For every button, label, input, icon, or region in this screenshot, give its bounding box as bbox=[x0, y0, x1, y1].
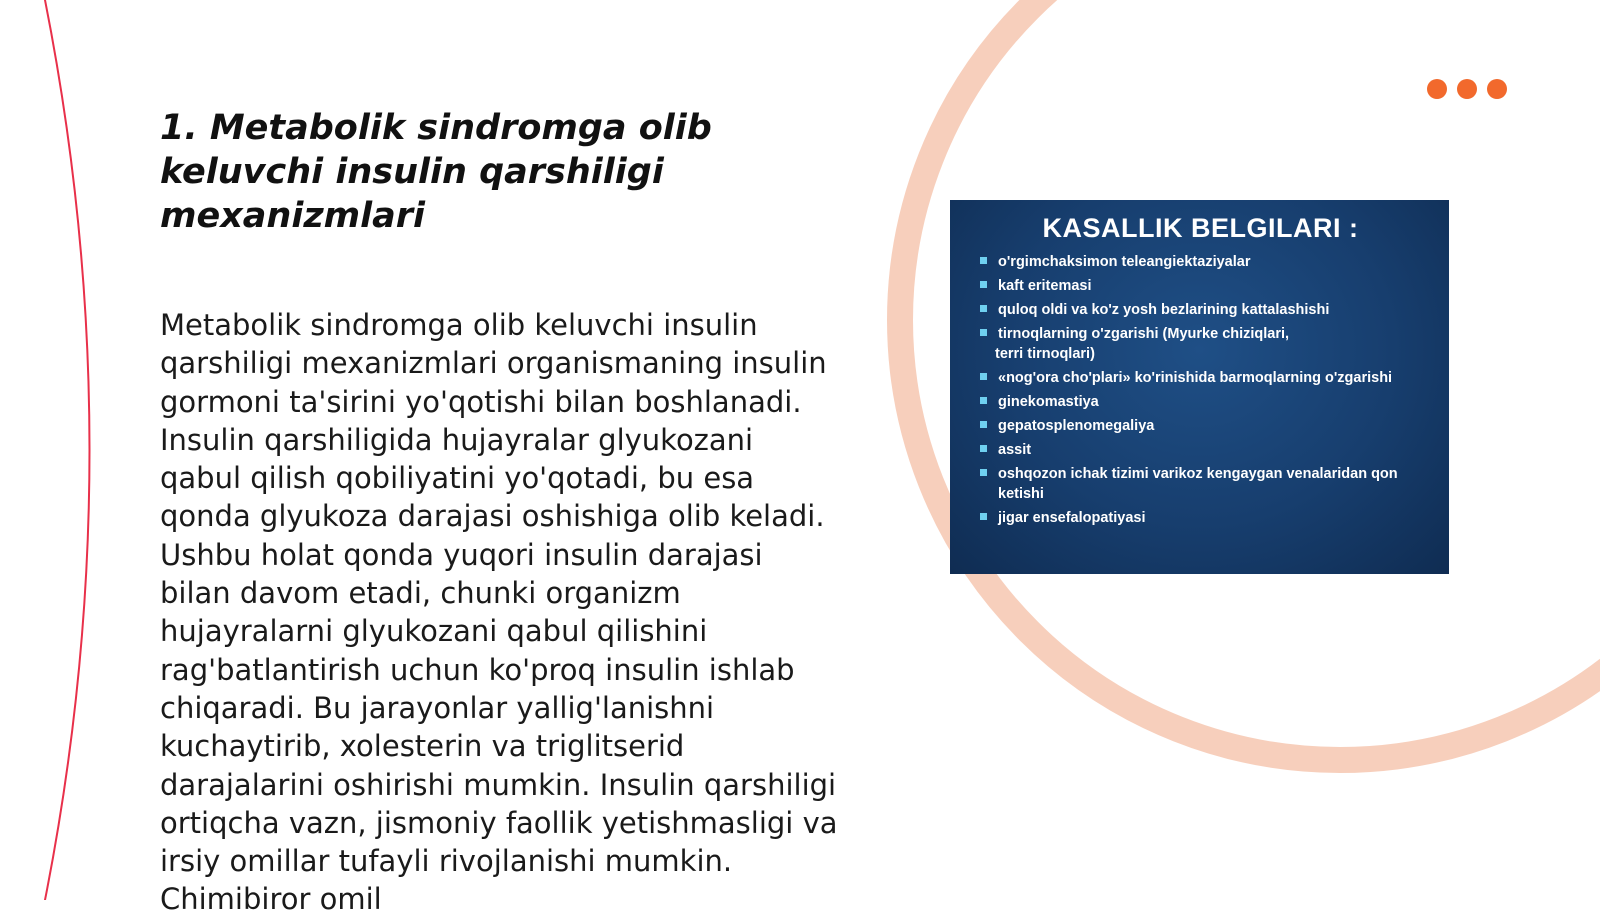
square-bullet-icon bbox=[980, 513, 987, 520]
symptoms-panel-image bbox=[950, 200, 1449, 574]
square-bullet-icon bbox=[980, 469, 987, 476]
list-item bbox=[980, 300, 1421, 320]
dot-1 bbox=[1427, 79, 1447, 99]
symptoms-list bbox=[980, 252, 1421, 528]
list-item-text: assit bbox=[998, 442, 1032, 458]
left-curve-line bbox=[44, 0, 90, 900]
list-item bbox=[980, 464, 1421, 504]
square-bullet-icon bbox=[980, 373, 987, 380]
list-item-text: jigar ensefalopatiyasi bbox=[998, 510, 1146, 526]
square-bullet-icon bbox=[980, 421, 987, 428]
list-item bbox=[980, 252, 1421, 272]
list-item-text: oshqozon ichak tizimi varikoz kengaygan venalaridan qon ketishi bbox=[998, 466, 1398, 502]
square-bullet-icon bbox=[980, 305, 987, 312]
square-bullet-icon bbox=[980, 281, 987, 288]
dot-2 bbox=[1457, 79, 1477, 99]
list-item bbox=[980, 416, 1421, 436]
list-item-text: «nog'ora cho'plari» ko'rinishida barmoqlarning o'zgarishi bbox=[998, 370, 1393, 386]
list-item-text: ginekomastiya bbox=[998, 394, 1099, 410]
list-item-continuation: terri tirnoqlari) bbox=[995, 346, 1095, 362]
list-item bbox=[980, 324, 1421, 364]
list-item-text: kaft eritemasi bbox=[998, 278, 1092, 294]
list-item-text: tirnoqlarning o'zgarishi (Myurke chiziqlari, bbox=[998, 326, 1290, 342]
list-item bbox=[980, 440, 1421, 460]
list-item-text: gepatosplenomegaliya bbox=[998, 418, 1155, 434]
square-bullet-icon bbox=[980, 329, 987, 336]
list-item-text: quloq oldi va ko'z yosh bezlarining kattalashishi bbox=[998, 302, 1330, 318]
slide-body-text: Metabolik sindromga olib keluvchi insulin qarshiligi mexanizmlari organismaning insulin gormoni ta'sirini yo'qotishi bilan boshlanadi. Insulin qarshiligida hujayralar glyukozani qabul qilish qobiliyatini yo'qotadi, bu esa qonda glyukoza darajasi oshishiga olib keladi. Ushbu holat qonda yuqori insulin darajasi bilan davom etadi, chunki organizm hujayralarni glyukozani qabul qilishini rag'batlantirish uchun ko'proq insulin ishlab chiqaradi. Bu jarayonlar yallig'lanishni kuchaytirib, xolesterin va triglitserid darajalarini oshirishi mumkin. Insulin qarshiligi ortiqcha vazn, jismoniy faollik yetishmasligi va irsiy omillar tufayli rivojlanishi mumkin. Chimibiror omil bbox=[160, 308, 838, 917]
list-item bbox=[980, 508, 1421, 528]
slide-title: 1. Metabolik sindromga olib keluvchi insulin qarshiligi mexanizmlari bbox=[160, 108, 712, 236]
list-item bbox=[980, 392, 1421, 412]
square-bullet-icon bbox=[980, 257, 987, 264]
square-bullet-icon bbox=[980, 445, 987, 452]
square-bullet-icon bbox=[980, 397, 987, 404]
list-item bbox=[980, 276, 1421, 296]
list-item-text: o'rgimchaksimon teleangiektaziyalar bbox=[998, 254, 1251, 270]
dot-3 bbox=[1487, 79, 1507, 99]
panel-title: KASALLIK BELGILARI : bbox=[1042, 213, 1359, 243]
list-item bbox=[980, 368, 1421, 388]
decorative-dots bbox=[1427, 79, 1507, 99]
